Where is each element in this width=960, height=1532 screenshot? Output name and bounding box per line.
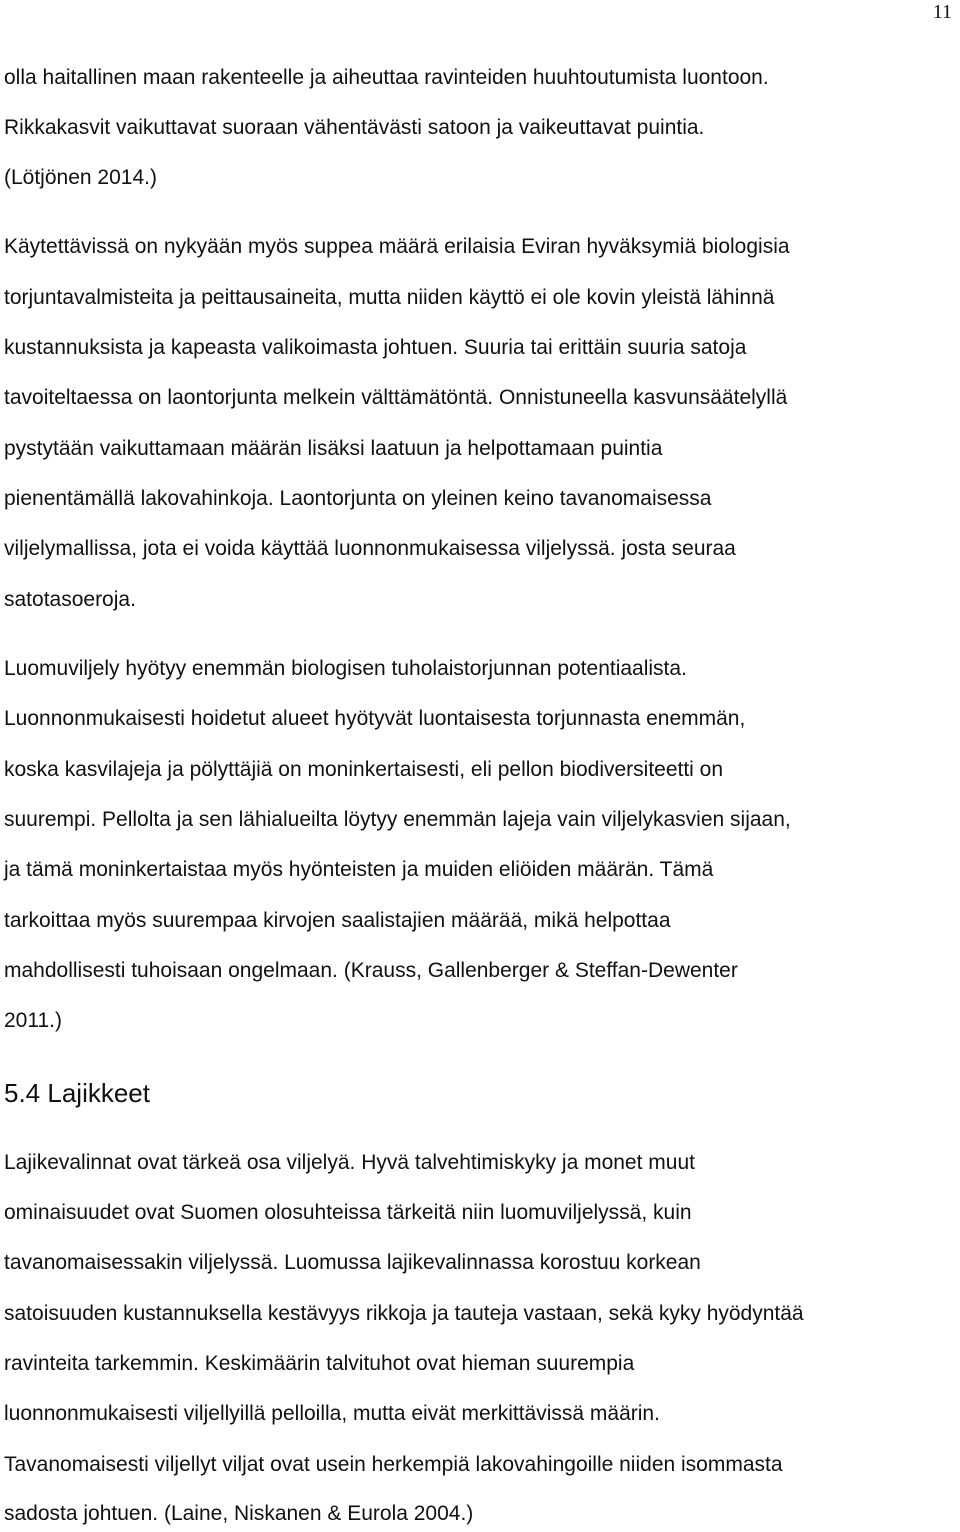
text-line: kustannuksista ja kapeasta valikoimasta johtuen. Suuria tai erittäin suuria satoja <box>4 336 747 359</box>
text-line: tarkoittaa myös suurempaa kirvojen saalistajien määrää, mikä helpottaa <box>4 909 671 932</box>
page-number: 11 <box>932 1 952 23</box>
text-line: satotasoeroja. <box>4 588 136 611</box>
text-line: (Lötjönen 2014.) <box>4 166 157 189</box>
text-line: luonnonmukaisesti viljellyillä pelloilla, mutta eivät merkittävissä määrin. <box>4 1402 660 1425</box>
text-line: mahdollisesti tuhoisaan ongelmaan. (Krauss, Gallenberger & Steffan-Dewenter <box>4 959 738 982</box>
text-line: Luomuviljely hyötyy enemmän biologisen tuholaistorjunnan potentiaalista. <box>4 657 687 680</box>
text-line: suurempi. Pellolta ja sen lähialueilta löytyy enemmän lajeja vain viljelykasvien sijaan, <box>4 808 791 831</box>
text-line: pienentämällä lakovahinkoja. Laontorjunta on yleinen keino tavanomaisessa <box>4 487 712 510</box>
text-line: ja tämä moninkertaistaa myös hyönteisten ja muiden eliöiden määrän. Tämä <box>4 858 714 881</box>
text-line: Rikkakasvit vaikuttavat suoraan vähentävästi satoon ja vaikeuttavat puintia. <box>4 116 705 139</box>
text-line: sadosta johtuen. (Laine, Niskanen & Eurola 2004.) <box>4 1502 474 1525</box>
text-line: tavoiteltaessa on laontorjunta melkein välttämätöntä. Onnistuneella kasvunsäätelyllä <box>4 386 788 409</box>
text-line: ravinteita tarkemmin. Keskimäärin talvituhot ovat hieman suurempia <box>4 1352 635 1375</box>
section-heading: 5.4 Lajikkeet <box>4 1078 150 1108</box>
text-line: koska kasvilajeja ja pölyttäjiä on moninkertaisesti, eli pellon biodiversiteetti on <box>4 758 724 781</box>
text-line: ominaisuudet ovat Suomen olosuhteissa tärkeitä niin luomuviljelyssä, kuin <box>4 1201 692 1224</box>
text-line: Luonnonmukaisesti hoidetut alueet hyötyvät luontaisesta torjunnasta enemmän, <box>4 707 746 730</box>
text-line: pystytään vaikuttamaan määrän lisäksi laatuun ja helpottamaan puintia <box>4 437 663 460</box>
text-line: viljelymallissa, jota ei voida käyttää luonnonmukaisessa viljelyssä. josta seuraa <box>4 537 736 560</box>
text-line: satoisuuden kustannuksella kestävyys rikkoja ja tauteja vastaan, sekä kyky hyödyntää <box>4 1302 804 1325</box>
text-line: torjuntavalmisteita ja peittausaineita, mutta niiden käyttö ei ole kovin yleistä lähinnä <box>4 286 775 309</box>
text-line: Lajikevalinnat ovat tärkeä osa viljelyä. Hyvä talvehtimiskyky ja monet muut <box>4 1151 695 1174</box>
text-line: Käytettävissä on nykyään myös suppea määrä erilaisia Eviran hyväksymiä biologisia <box>4 235 790 258</box>
text-line: Tavanomaisesti viljellyt viljat ovat usein herkempiä lakovahingoille niiden isommasta <box>4 1453 783 1476</box>
text-line: olla haitallinen maan rakenteelle ja aiheuttaa ravinteiden huuhtoutumista luontoon. <box>4 66 769 89</box>
text-line: tavanomaisessakin viljelyssä. Luomussa lajikevalinnassa korostuu korkean <box>4 1251 701 1274</box>
text-line: 2011.) <box>4 1009 62 1032</box>
